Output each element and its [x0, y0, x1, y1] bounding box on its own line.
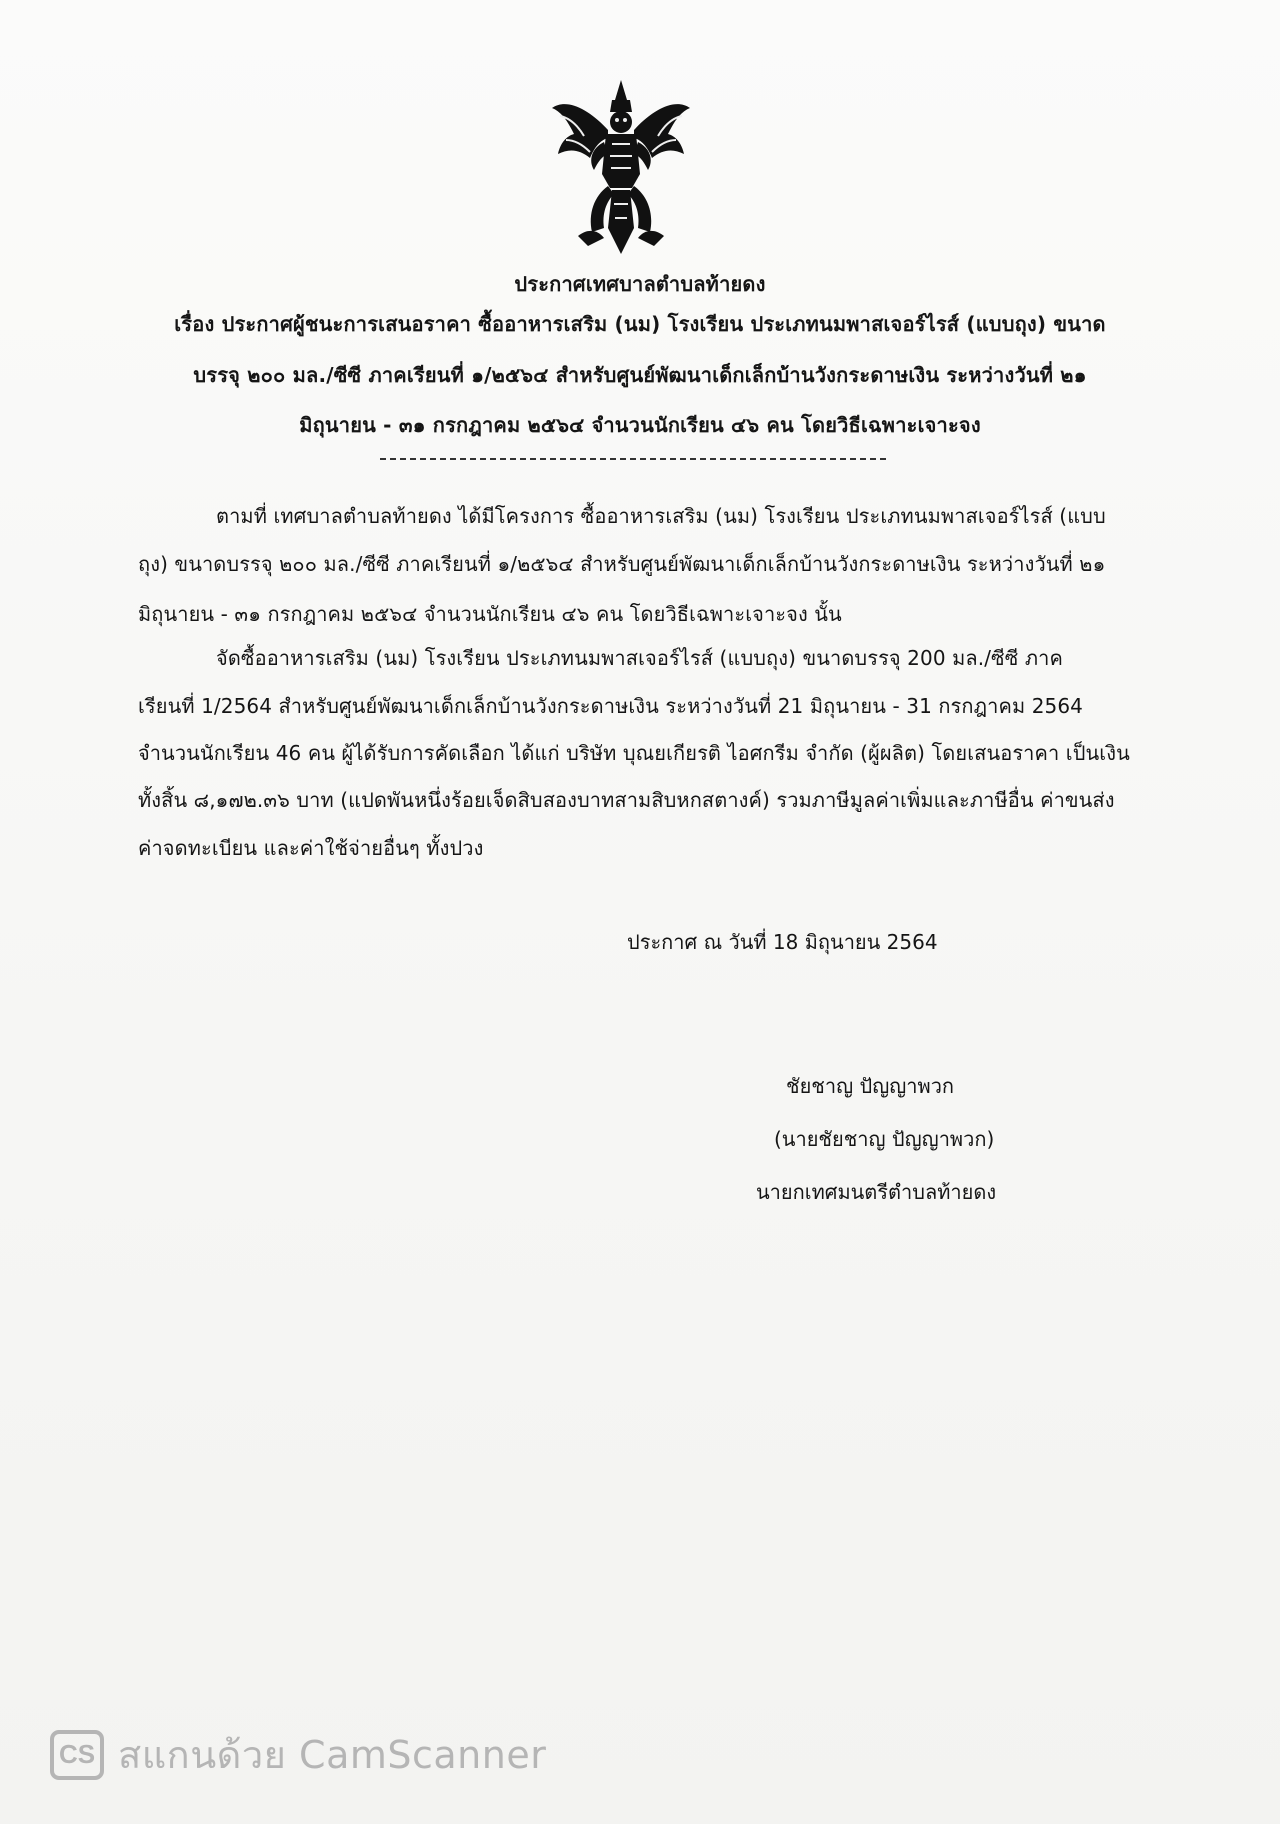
- body-line: ค่าจดทะเบียน และค่าใช้จ่ายอื่นๆ ทั้งปวง: [138, 836, 484, 860]
- announcement-date: ประกาศ ณ วันที่ 18 มิถุนายน 2564: [627, 930, 938, 954]
- body-line: จำนวนนักเรียน 46 คน ผู้ได้รับการคัดเลือก ได้แก่ บริษัท บุณยเกียรติ ไอศกรีม จำกัด (ผู้ผลิต) โดยเสนอราคา เป็นเงิน: [138, 741, 1130, 765]
- subject-line: บรรจุ ๒๐๐ มล./ซีซี ภาคเรียนที่ ๑/๒๕๖๔ สำหรับศูนย์พัฒนาเด็กเล็กบ้านวังกระดาษเงิน ระหว่างวันที่ ๒๑: [193, 363, 1087, 387]
- body-line: ถุง) ขนาดบรรจุ ๒๐๐ มล./ซีซี ภาคเรียนที่ ๑/๒๕๖๔ สำหรับศูนย์พัฒนาเด็กเล็กบ้านวังกระดาษเงิน ระหว่างวันที่ ๒๑: [138, 552, 1106, 576]
- subject-line: เรื่อง ประกาศผู้ชนะการเสนอราคา ซื้ออาหารเสริม (นม) โรงเรียน ประเภทนมพาสเจอร์ไรส์ (แบบถุง) ขนาด: [174, 312, 1106, 336]
- divider: [380, 458, 886, 460]
- scanner-watermark: [50, 1724, 546, 1785]
- signature-name: ชัยชาญ ปัญญาพวก: [786, 1074, 955, 1098]
- body-line: จัดซื้ออาหารเสริม (นม) โรงเรียน ประเภทนมพาสเจอร์ไรส์ (แบบถุง) ขนาดบรรจุ 200 มล./ซีซี ภาค: [216, 646, 1063, 670]
- body-line: ทั้งสิ้น ๘,๑๗๒.๓๖ บาท (แปดพันหนึ่งร้อยเจ็ดสิบสองบาทสามสิบหกสตางค์) รวมภาษีมูลค่าเพิ่มและภาษีอื่น ค่าขนส่ง: [138, 788, 1115, 812]
- body-line: มิถุนายน - ๓๑ กรกฎาคม ๒๕๖๔ จำนวนนักเรียน ๔๖ คน โดยวิธีเฉพาะเจาะจง นั้น: [138, 602, 842, 626]
- document-title: ประกาศเทศบาลตำบลท้ายดง: [514, 272, 766, 296]
- subject-line: มิถุนายน - ๓๑ กรกฎาคม ๒๕๖๔ จำนวนนักเรียน ๔๖ คน โดยวิธีเฉพาะเจาะจง: [299, 413, 981, 437]
- body-line: เรียนที่ 1/2564 สำหรับศูนย์พัฒนาเด็กเล็กบ้านวังกระดาษเงิน ระหว่างวันที่ 21 มิถุนายน - 31 กรกฎาคม 2564: [138, 694, 1083, 718]
- camscanner-logo-icon: CS: [50, 1730, 104, 1780]
- watermark-text: สแกนด้วย CamScanner: [118, 1733, 547, 1777]
- garuda-emblem-icon: [548, 78, 694, 256]
- body-line: ตามที่ เทศบาลตำบลท้ายดง ได้มีโครงการ ซื้ออาหารเสริม (นม) โรงเรียน ประเภทนมพาสเจอร์ไรส์ (แบบ: [216, 504, 1106, 528]
- signer-full-name: (นายชัยชาญ ปัญญาพวก): [774, 1127, 995, 1151]
- signer-position: นายกเทศมนตรีตำบลท้ายดง: [756, 1180, 997, 1204]
